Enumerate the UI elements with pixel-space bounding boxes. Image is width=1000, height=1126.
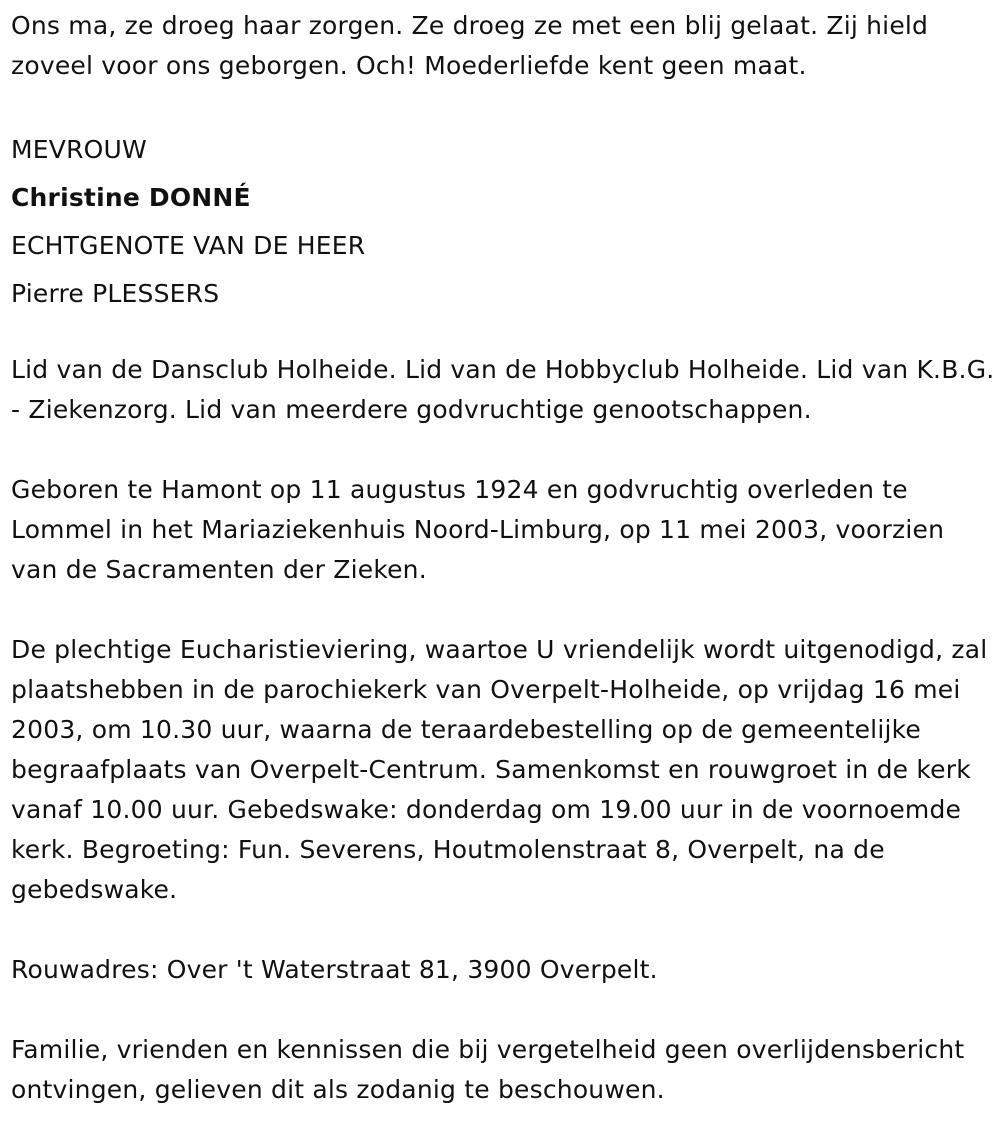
spacer [11,590,996,630]
birth-death-paragraph: Geboren te Hamont op 11 augustus 1924 en godvruchtig overleden te Lommel in het Mariaziekenhuis Noord-Limburg, op 11 mei 2003, voorzien van de Sacramenten der Zieken. [11,475,945,584]
name-block [11,126,996,318]
honorific: MEVROUW [11,135,147,164]
spouse-name: Pierre PLESSERS [11,279,220,308]
ceremony-paragraph: De plechtige Eucharistieviering, waartoe U vriendelijk wordt uitgenodigd, zal plaatshebben in de parochiekerk van Overpelt-Holheide, op vrijdag 16 mei 2003, om 10.30 uur, waarna de teraardebestelling op de gemeentelijke begraafplaats van Overpelt-Centrum. Samenkomst en rouwgroet in de kerk vanaf 10.00 uur. Gebedswake: donderdag om 19.00 uur in de voornoemde kerk. Begroeting: Fun. Severens, Houtmolenstraat 8, Overpelt, na de gebedswake. [11,635,988,904]
spacer [11,990,996,1030]
spacer [11,430,996,470]
memberships-paragraph: Lid van de Dansclub Holheide. Lid van de Hobbyclub Holheide. Lid van K.B.G. - Ziekenzorg. Lid van meerdere godvruchtige genootschappen. [11,355,995,424]
opening-quote: Ons ma, ze droeg haar zorgen. Ze droeg ze met een blij gelaat. Zij hield zoveel voor ons geborgen. Och! Moederliefde kent geen maat. [11,11,929,80]
closing-paragraph: Familie, vrienden en kennissen die bij vergetelheid geen overlijdensbericht ontvingen, gelieven dit als zodanig te beschouwen. [11,1035,965,1104]
deceased-name: Christine DONNÉ [11,183,251,212]
spacer [11,910,996,950]
spouse-label: ECHTGENOTE VAN DE HEER [11,231,366,260]
obituary-document [11,6,996,1110]
spacer [11,86,996,126]
spacer [11,318,996,350]
mourning-address: Rouwadres: Over 't Waterstraat 81, 3900 Overpelt. [11,955,658,984]
